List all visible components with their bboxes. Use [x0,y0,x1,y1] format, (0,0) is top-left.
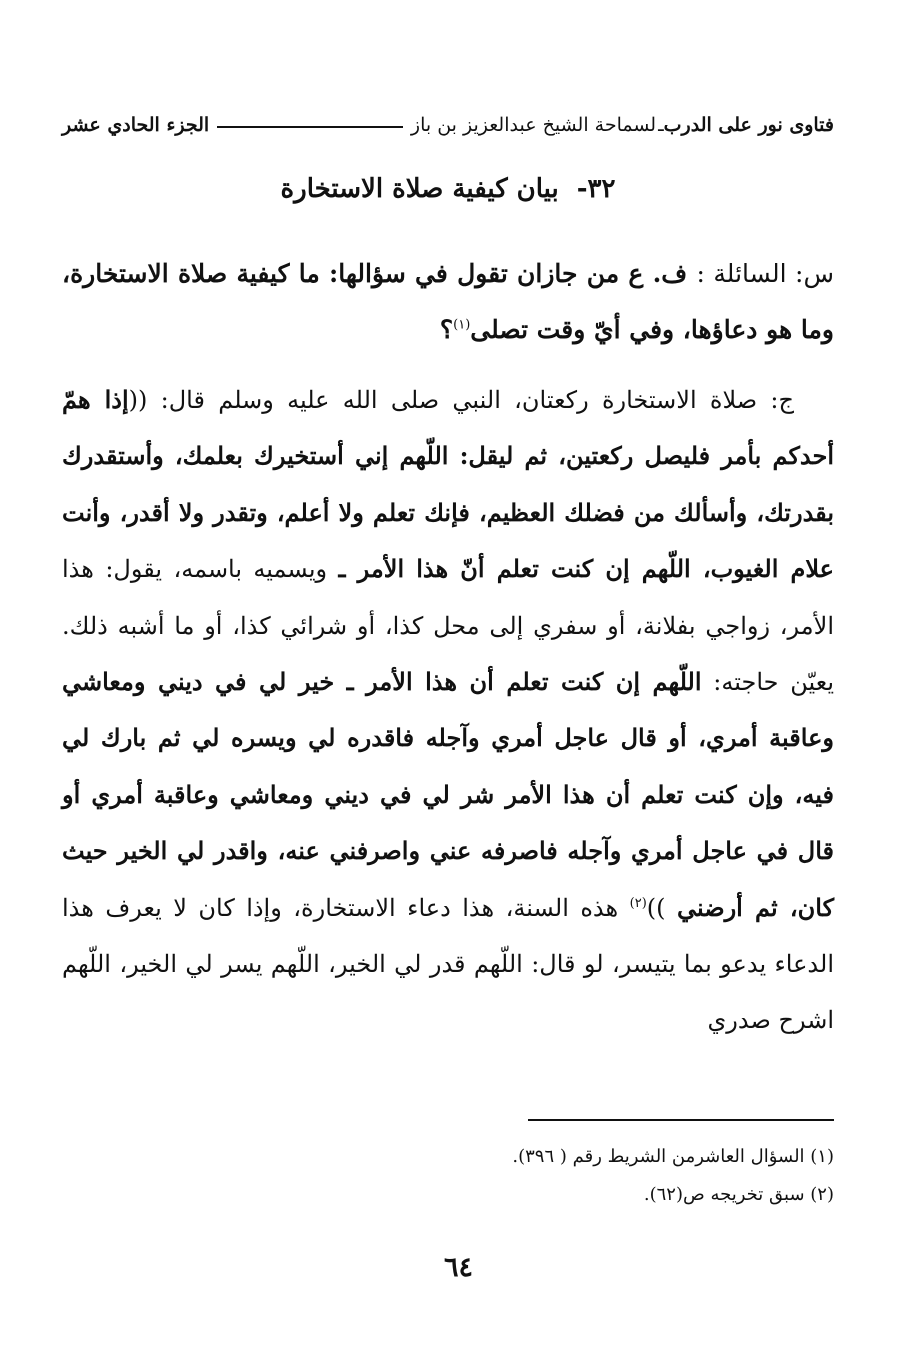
answer-rest: هذه السنة، هذا دعاء الاستخارة، وإذا كان لا يعرف هذا الدعاء يدعو بما يتيسر، لو قال: اللّهم قدر لي الخير، اللّهم يسر لي الخير، اللّهم اشرح صدري [62,893,834,1035]
question-end: ؟ [439,315,454,344]
footnotes [62,1138,834,1214]
section-heading [62,174,834,204]
book-title: فتاوى نور على الدرب [663,114,834,136]
answer-paragraph [62,372,834,1049]
section-number: ٣٢- [576,174,616,204]
running-header [62,96,834,136]
question-paragraph [62,246,834,358]
author-name: لسماحة الشيخ عبدالعزيز بن باز [410,114,657,136]
answer-intro: ج: صلاة الاستخارة ركعتان، النبي صلى الله عليه وسلم قال: (( [128,386,795,414]
footnote-2: (٢) سبق تخريجه ص(٦٢). [643,1184,834,1205]
footnote-ref-1: (١) [453,317,471,333]
header-dash: ـ [658,114,664,136]
answer-aside: ويسميه باسمه، يقول: هذا الأمر، زواجي بفلانة، أو سفري إلى محل كذا، أو شرائي كذا، أو ما أشبه ذلك. يعيّن حاجته: [62,555,834,697]
hadith-close: )) [646,893,677,922]
volume-label: الجزء الحادي عشر [62,114,210,136]
footnote-ref-2: (٢) [629,895,647,911]
hadith-text-1: إذا همّ أحدكم بأمر فليصل ركعتين، ثم ليقل: اللّهم إني أستخيرك بعلمك، وأستقدرك بقدرتك، وأسألك من فضلك العظيم، فإنك تعلم ولا أعلم، وتقدر ولا أقدر، وأنت علام الغيوب، اللّهم إن كنت تعلم أنّ هذا الأمر ـ [62,385,834,584]
question-text: ف. ع من جازان تقول في سؤالها: ما كيفية صلاة الاستخارة، وما هو دعاؤها، وفي أيّ وقت تصلى [62,259,834,344]
section-title: بيان كيفية صلاة الاستخارة [280,174,559,204]
footnote-separator [528,1119,834,1121]
hadith-text-2: اللّهم إن كنت تعلم أن هذا الأمر ـ خير لي في ديني ومعاشي وعاقبة أمري، أو قال عاجل أمري وآجله فاقدره لي ويسره لي ثم بارك لي فيه، وإن كنت تعلم أن هذا الأمر شر لي في ديني ومعاشي وعاقبة أمري أو قال في عاجل أمري وآجله فاصرفه عني واصرفني عنه، واقدر لي الخير حيث كان، ثم أرضني [62,667,834,922]
question-prefix: س: السائلة : [696,259,834,288]
page-number: ٦٤ [443,1252,473,1283]
header-rule [217,126,403,128]
footnote-1: (١) السؤال العاشرمن الشريط رقم ( ٣٩٦). [512,1146,834,1167]
